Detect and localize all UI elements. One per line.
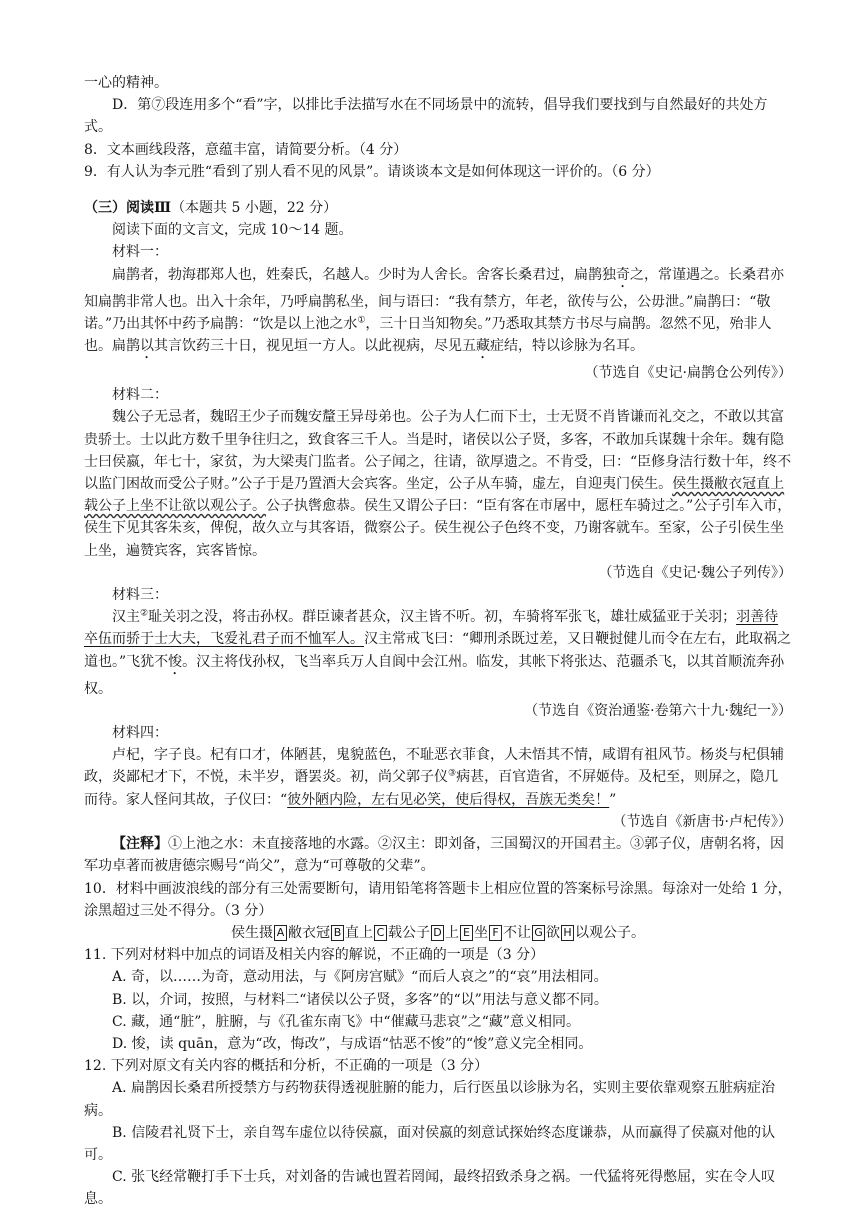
question-8: 8．文本画线段落，意蕴丰富，请简要分析。（4 分） <box>84 141 408 158</box>
underlined-sentence: 彼外陋内险，左右见必笑，使后得权，吾族无类矣！ <box>287 791 610 808</box>
q12-option-a: A. 扁鹊因长桑君所授禁方与药物获得透视脏腑的能力，后行医虽以诊脉为名，实则主要依靠观察五脏病症治病。 <box>84 1080 776 1119</box>
dotted-word-qi: 奇 <box>616 266 630 283</box>
footnote-marker: ③ <box>448 768 457 779</box>
material-2-source: （节选自《史记·魏公子列传》） <box>598 564 792 581</box>
option-d: D．第⑦段连用多个“看”字，以排比手法描写水在不同场景中的流转，倡导我们要找到与自然最好的共处方式。 <box>84 97 768 136</box>
material-4-text: 卢杞，字子良。杞有口才，体陋甚，鬼貌蓝色，不耻恶衣菲食，人未悟其不情，咸谓有祖风节。杨炎与杞俱辅政，炎鄙杞才下，不悦，未半岁，谮罢炎。初，尚父郭子仪③病甚，百官造省，不屏姬侍。及杞至，则屏之，隐几而待。家人怪问其故，子仪曰：“彼外陋内险，左右见必笑，使后得权，吾族无类矣！” <box>84 747 784 808</box>
material-3-source: （节选自《资治通鉴·卷第六十九·魏纪一》） <box>524 702 792 719</box>
section-heading <box>84 197 792 219</box>
material-4-source: （节选自《新唐书·卢杞传》） <box>612 813 792 830</box>
material-1-source: （节选自《史记·扁鹊仓公列传》） <box>584 365 792 382</box>
option-box-e[interactable]: E <box>460 925 473 941</box>
material-2-label: 材料二： <box>112 387 168 404</box>
q12-option-b: B. 信陵君礼贤下士，亲自驾车虚位以待侯嬴，面对侯嬴的刻意试探始终态度谦恭，从而赢得了侯嬴对他的认可。 <box>84 1124 776 1163</box>
option-box-d[interactable]: D <box>431 925 444 941</box>
question-12: 12. 下列对原文有关内容的概括和分析，不正确的一项是（3 分） <box>84 1058 489 1075</box>
dotted-word-quan: 悛 <box>168 653 183 670</box>
question-11: 11. 下列对材料中加点的词语及相关内容的解说，不正确的一项是（3 分） <box>84 947 545 964</box>
wavy-underlined-sentence: 侯生摄敝衣冠直上载公子上坐不让欲以观公子。 <box>84 476 785 515</box>
q11-option-c: C. 藏，通“脏”，脏腑，与《孔雀东南飞》中“催藏马悲哀”之“藏”意义相同。 <box>112 1013 581 1030</box>
material-1-text: 扁鹊者，勃海郡郑人也，姓秦氏，名越人。少时为人舍长。舍客长桑君过，扁鹊独奇之，常谨遇之。长桑君亦知扁鹊非常人也。出入十余年，乃呼扁鹊私坐，间与语曰：“我有禁方，年老，欲传与公，公毋泄。”扁鹊曰：“敬诺。”乃出其怀中药予扁鹊：“饮是以上池之水①，三十日当知物矣。”乃悉取其禁方书尽与扁鹊。忽然不见，殆非人也。扁鹊以其言饮药三十日，视见垣一方人。以此视病，尽见五藏症结，特以诊脉为名耳。 <box>84 266 784 355</box>
q12-option-c: C. 张飞经常鞭打手下士兵，对刘备的告诫也置若罔闻，最终招致杀身之祸。一代猛将死得憋屈，实在令人叹息。 <box>84 1169 776 1208</box>
option-box-g[interactable]: G <box>532 925 545 941</box>
question-10: 10．材料中画波浪线的部分有三处需要断句，请用铅笔将答题卡上相应位置的答案标号涂黑。每涂对一处给 1 分，涂黑超过三处不得分。（3 分） <box>84 880 792 919</box>
question-9: 9．有人认为李元胜“看到了别人看不见的风景”。请谈谈本文是如何体现这一评价的。（6 分） <box>84 163 660 180</box>
option-box-f[interactable]: F <box>489 925 502 941</box>
footnote-marker: ② <box>140 608 149 619</box>
section-note: （本题共 5 小题，22 分） <box>171 200 338 217</box>
material-4-label: 材料四： <box>112 725 168 742</box>
punctuation-options: 侯生摄 A 敝衣冠 B 直上 C 载公子 D 上 E 坐 F 不让 G 欲 H 以观公子。 <box>231 924 645 941</box>
q11-option-b: B. 以，介词，按照，与材料二“诸侯以公子贤，多客”的“以”用法与意义都不同。 <box>112 991 608 1008</box>
material-1-label: 材料一： <box>112 244 168 261</box>
material-3-label: 材料三： <box>112 587 168 604</box>
dotted-word-yi: 以 <box>140 338 154 355</box>
footnote-marker: ① <box>357 315 366 326</box>
option-box-h[interactable]: H <box>561 925 574 941</box>
underlined-sentence: 羽善待卒伍而骄于士大夫，飞爱礼君子而不恤军人。 <box>84 609 779 648</box>
option-box-c[interactable]: C <box>374 925 387 941</box>
option-box-b[interactable]: B <box>331 925 344 941</box>
q11-option-d: D. 悛，读 quān，意为“改，悔改”，与成语“怙恶不悛”的“悛”意义完全相同。 <box>112 1035 593 1052</box>
annotations: 【注释】①上池之水：未直接落地的水露。②汉主：即刘备，三国蜀汉的开国君主。③郭子仪，唐朝名将，因军功卓著而被唐德宗赐号“尚父”，意为“可尊敬的父辈”。 <box>84 836 784 875</box>
section-title: （三）阅读Ⅲ <box>84 200 172 217</box>
text-line: 一心的精神。 <box>84 75 168 91</box>
section-intro: 阅读下面的文言文，完成 10～14 题。 <box>112 222 353 239</box>
q11-option-a: A. 奇，以……为奇，意动用法，与《阿房宫赋》“而后人哀之”的“哀”用法相同。 <box>112 969 608 986</box>
material-2-text: 魏公子无忌者，魏昭王少子而魏安釐王异母弟也。公子为人仁而下士，士无贤不肖皆谦而礼交之，不敢以其富贵骄士。士以此方数千里争往归之，致食客三千人。当是时，诸侯以公子贤，多客，不敢加兵谋魏十余年。魏有隐士曰侯嬴，年七十，家贫，为大梁夷门监者。公子闻之，往请，欲厚遗之。不肯受，曰：“臣修身洁行数十年，终不以监门困故而受公子财。”公子于是乃置酒大会宾客。坐定，公子从车骑，虚左，自迎夷门侯生。侯生摄敝衣冠直上载公子上坐不让欲以观公子。公子执辔愈恭。侯生又谓公子曰：“臣有客在市屠中，愿枉车骑过之。”公子引车入市，侯生下见其客朱亥，俾倪，故久立与其客语，微察公子。侯生视公子色终不变，乃谢客就车。至家，公子引侯生坐上坐，遍赞宾客，宾客皆惊。 <box>84 409 792 559</box>
material-3-text: 汉主②耻关羽之没，将击孙权。群臣谏者甚众，汉主皆不听。初，车骑将军张飞，雄壮威猛亚于关羽；羽善待卒伍而骄于士大夫，飞爱礼君子而不恤军人。汉主常戒飞曰：“卿刑杀既过差，又日鞭挝健儿而令在左右，此取祸之道也。”飞犹不悛。汉主将伐孙权，飞当率兵万人自阆中会江州。临发，其帐下将张达、范疆杀飞，以其首顺流奔孙权。 <box>84 608 792 697</box>
dotted-word-cang: 藏 <box>476 338 490 355</box>
option-box-a[interactable]: A <box>274 925 287 941</box>
